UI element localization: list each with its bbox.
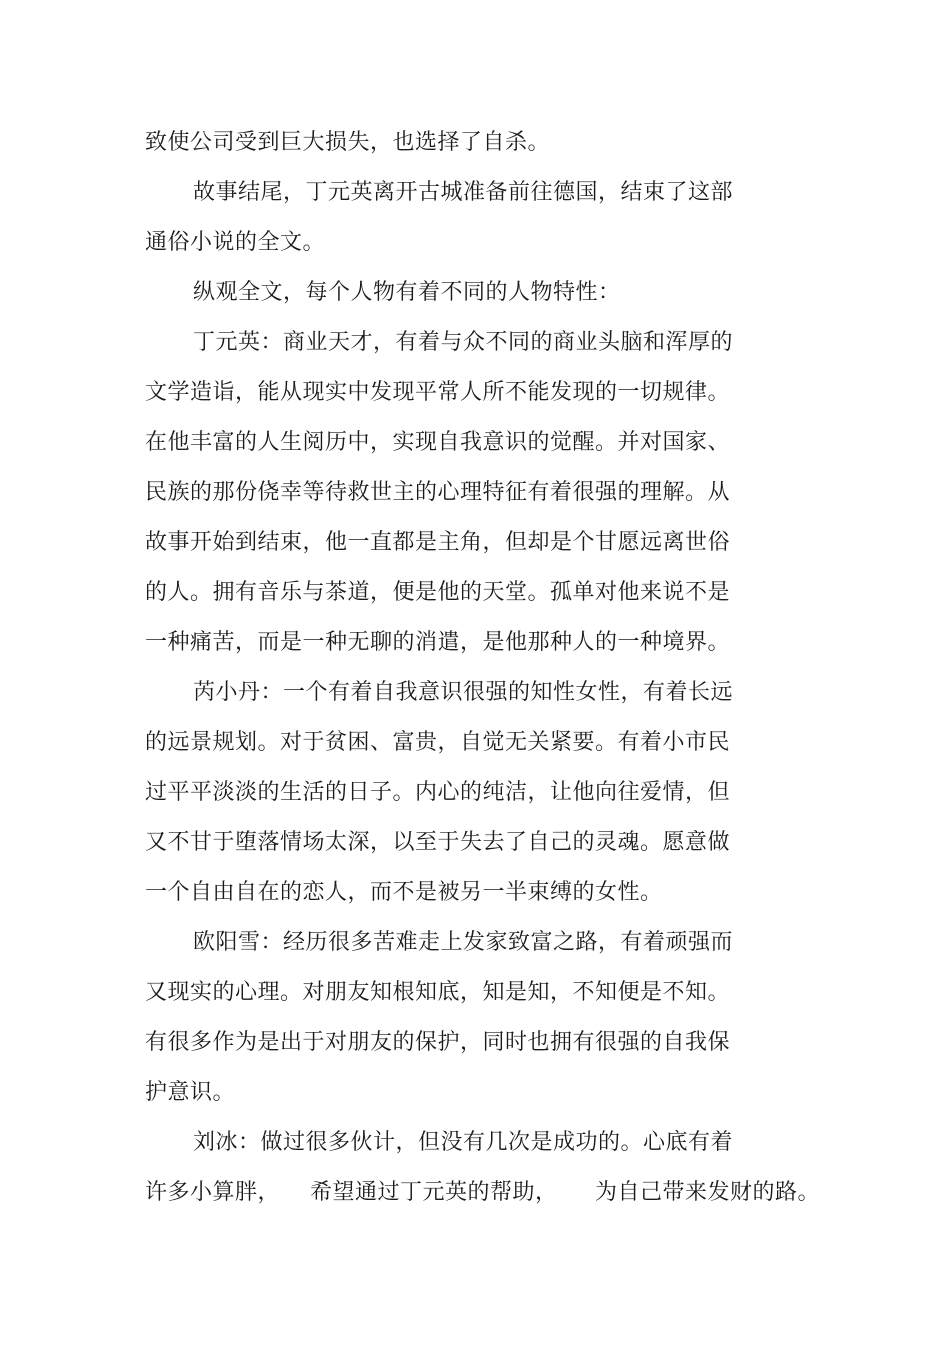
text-line: 又不甘于堕落情场太深，以至于失去了自己的灵魂。愿意做 — [145, 830, 731, 855]
paragraph-start-line: 欧阳雪：经历很多苦难走上发家致富之路，有着顽强而 — [193, 930, 734, 955]
text-line: 有很多作为是出于对朋友的保护，同时也拥有很强的自我保 — [145, 1030, 731, 1055]
text-line: 在他丰富的人生阅历中，实现自我意识的觉醒。并对国家、 — [145, 430, 731, 455]
paragraph-start-line: 纵观全文，每个人物有着不同的人物特性： — [193, 280, 621, 305]
text-line: 民族的那份侥幸等待救世主的心理特征有着很强的理解。从 — [145, 480, 731, 505]
text-line: 许多小算胖， 希望通过丁元英的帮助， 为自己带来发财的路。 — [145, 1180, 820, 1205]
text-line: 的人。拥有音乐与茶道，便是他的天堂。孤单对他来说不是 — [145, 580, 731, 605]
text-line: 故事开始到结束，他一直都是主角，但却是个甘愿远离世俗 — [145, 530, 731, 555]
text-line: 文学造诣，能从现实中发现平常人所不能发现的一切规律。 — [145, 380, 731, 405]
text-line: 的远景规划。对于贫困、富贵，自觉无关紧要。有着小市民 — [145, 730, 731, 755]
text-line: 护意识。 — [145, 1080, 236, 1105]
paragraph-start-line: 刘冰：做过很多伙计，但没有几次是成功的。心底有着 — [193, 1130, 734, 1155]
text-line: 通俗小说的全文。 — [145, 230, 326, 255]
text-line: 过平平淡淡的生活的日子。内心的纯洁，让他向往爱情，但 — [145, 780, 731, 805]
paragraph-start-line: 芮小丹：一个有着自我意识很强的知性女性，有着长远 — [193, 680, 734, 705]
text-line: 致使公司受到巨大损失，也选择了自杀。 — [145, 130, 551, 155]
paragraph-start-line: 故事结尾，丁元英离开古城准备前往德国，结束了这部 — [193, 180, 734, 205]
text-line: 一种痛苦，而是一种无聊的消遣，是他那种人的一种境界。 — [145, 630, 731, 655]
paragraph-start-line: 丁元英：商业天才，有着与众不同的商业头脑和浑厚的 — [193, 330, 734, 355]
text-line: 一个自由自在的恋人，而不是被另一半束缚的女性。 — [145, 880, 663, 905]
text-line: 又现实的心理。对朋友知根知底，知是知，不知便是不知。 — [145, 980, 731, 1005]
